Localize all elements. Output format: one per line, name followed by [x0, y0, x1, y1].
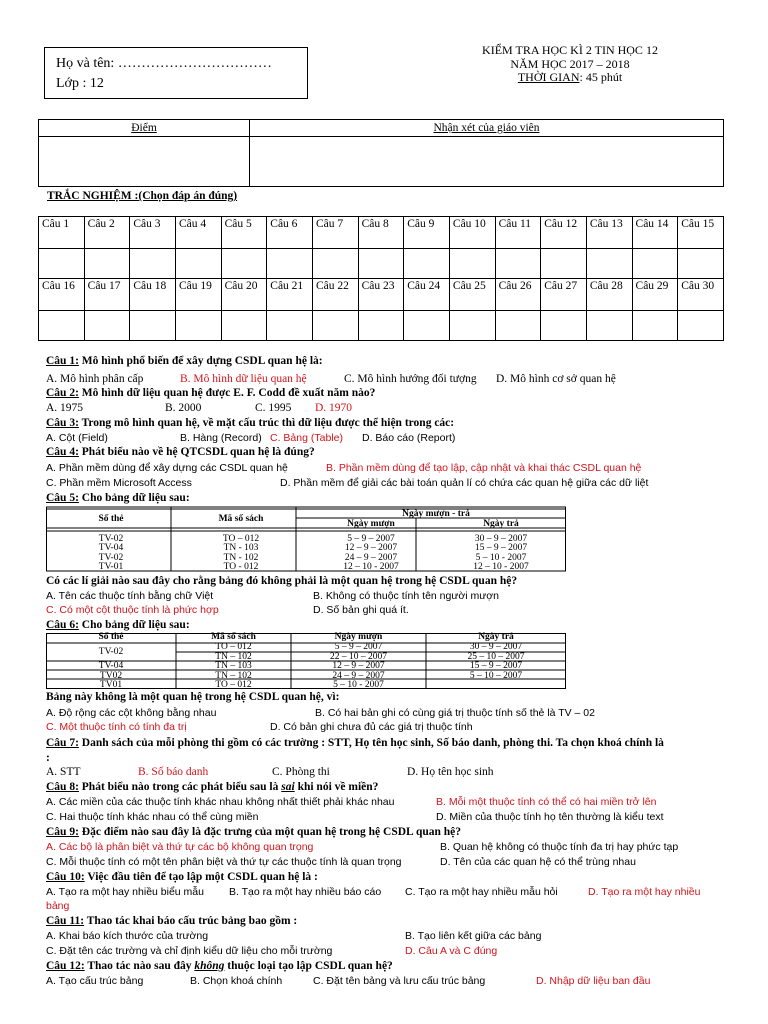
q10-option-b[interactable]: B. Tạo ra một hay nhiều báo cáo: [229, 886, 382, 898]
answer-cell[interactable]: [267, 249, 313, 279]
q10-option-c[interactable]: C. Tạo ra một hay nhiều mẫu hỏi: [405, 886, 558, 898]
question-8: Câu 8: Phát biểu nào trong các phát biểu sau là sai khi nói về miền?: [46, 781, 379, 793]
answer-input-row-2: [39, 311, 724, 341]
q5-option-c[interactable]: C. Có một cột thuộc tính là phức hợp: [46, 604, 219, 616]
question-12: Câu 12: Thao tác nào sau đây không thuộc loại tạo lập CSDL quan hệ?: [46, 960, 393, 972]
q4-option-a[interactable]: A. Phần mềm dùng để xây dựng các CSDL quan hệ: [46, 462, 288, 474]
q11-option-c[interactable]: C. Đặt tên các trường và chỉ định kiểu dữ liệu cho mỗi trường: [46, 945, 333, 957]
q9-option-a[interactable]: A. Các bộ là phân biệt và thứ tự các bộ không quan trọng: [46, 841, 314, 853]
q6-option-b[interactable]: B. Có hai bản ghi có cùng giá trị thuộc tính số thẻ là TV – 02: [315, 707, 595, 719]
answer-header-row-1: [39, 217, 724, 249]
q5-option-d[interactable]: D. Số bản ghi quá ít.: [313, 604, 409, 616]
q6-option-c[interactable]: C. Một thuộc tính có tính đa trị: [46, 721, 187, 733]
q2-option-a[interactable]: A. 1975: [46, 402, 84, 414]
table-row: TV-02 TN - 102 24 – 9 – 2007 5 – 10 - 2007: [98, 552, 527, 563]
answer-cell[interactable]: [312, 311, 358, 341]
q6-table: [46, 633, 566, 691]
q5-col-header: Ngày mượn: [347, 518, 395, 529]
answer-cell[interactable]: [221, 311, 267, 341]
q3-option-b[interactable]: B. Hàng (Record): [180, 432, 262, 444]
q2-option-b[interactable]: B. 2000: [165, 402, 202, 414]
answer-label: Câu 28: [586, 279, 632, 311]
q8-option-c[interactable]: C. Hai thuộc tính khác nhau có thể cùng miền: [46, 811, 259, 823]
question-6: Câu 6: Cho bảng dữ liệu sau:: [46, 619, 190, 631]
answer-label: Câu 15: [678, 217, 724, 249]
answer-label: Câu 26: [495, 279, 541, 311]
answer-cell[interactable]: [175, 249, 221, 279]
q5-col-header: Ngày mượn - trả: [402, 509, 470, 519]
answer-cell[interactable]: [586, 311, 632, 341]
answer-cell[interactable]: [39, 311, 85, 341]
q8-option-b[interactable]: B. Mỗi một thuộc tính có thể có hai miền trở lên: [436, 796, 657, 808]
table-row: TN – 102 22 – 10 – 2007 25 – 10 – 2007: [215, 651, 525, 662]
answer-label: Câu 2: [84, 217, 130, 249]
q3-option-c[interactable]: C. Bảng (Table): [270, 432, 343, 444]
answer-label: Câu 3: [130, 217, 176, 249]
q12-option-b[interactable]: B. Chọn khoá chính: [190, 975, 283, 987]
answer-label: Câu 13: [586, 217, 632, 249]
answer-label: Câu 25: [449, 279, 495, 311]
answer-cell[interactable]: [495, 311, 541, 341]
answer-label: Câu 20: [221, 279, 267, 311]
answer-label: Câu 1: [39, 217, 85, 249]
answer-cell[interactable]: [449, 311, 495, 341]
answer-cell[interactable]: [678, 311, 724, 341]
question-2: Câu 2: Mô hình dữ liệu quan hệ được E. F. Codd đề xuất năm nào?: [46, 387, 376, 399]
q10-option-a[interactable]: A. Tạo ra một hay nhiều biểu mẫu: [46, 886, 204, 898]
answer-cell[interactable]: [632, 249, 678, 279]
answer-cell[interactable]: [312, 249, 358, 279]
table-row: TV-04 TN - 103 12 – 9 – 2007 15 – 9 – 2007: [98, 543, 528, 553]
answer-label: Câu 18: [130, 279, 176, 311]
question-1: Câu 1: Mô hình phổ biến để xây dựng CSDL quan hệ là:: [46, 355, 323, 367]
q3-option-a[interactable]: A. Cột (Field): [46, 432, 108, 444]
answer-label: Câu 23: [358, 279, 404, 311]
answer-label: Câu 4: [175, 217, 221, 249]
student-info-box: [44, 47, 308, 99]
q5-col-header: Ngày trả: [483, 518, 519, 529]
exam-title: KIỂM TRA HỌC KÌ 2 TIN HỌC 12: [482, 43, 658, 57]
q1-option-d[interactable]: D. Mô hình cơ sở quan hệ: [496, 373, 616, 385]
q4-option-d[interactable]: D. Phần mềm để giải các bài toán quản lí có chứa các quan hệ giữa các dữ liệt: [280, 477, 649, 489]
q5-table: [46, 506, 566, 573]
question-10: Câu 10: Việc đầu tiên để tạo lập một CSDL quan hệ là :: [46, 871, 318, 883]
answer-cell[interactable]: [632, 311, 678, 341]
q7-colon: :: [46, 752, 50, 764]
answer-label: Câu 10: [449, 217, 495, 249]
q7-option-a[interactable]: A. STT: [46, 766, 81, 778]
score-cell[interactable]: [39, 137, 250, 187]
answer-cell[interactable]: [84, 249, 130, 279]
q5-option-a[interactable]: A. Tên các thuộc tính bằng chữ Việt: [46, 590, 214, 602]
table-row: TV-01 TO - 012 12 – 10 - 2007 12 – 10 - 2007: [98, 562, 529, 572]
q6-col-header: Mã số sách: [211, 632, 256, 643]
answer-cell[interactable]: [267, 311, 313, 341]
answer-cell[interactable]: [449, 249, 495, 279]
q1-option-c[interactable]: C. Mô hình hướng đối tượng: [344, 373, 477, 385]
answer-cell[interactable]: [586, 249, 632, 279]
answer-label: Câu 17: [84, 279, 130, 311]
table-row: TV-02 TO – 012 5 – 9 – 2007 30 – 9 – 2007: [98, 533, 528, 544]
answer-header-row-2: [39, 279, 724, 311]
table-row: TV02 TN – 102 24 – 9 – 2007 5 – 10 – 2007: [99, 670, 523, 681]
answer-cell[interactable]: [541, 249, 587, 279]
answer-label: Câu 14: [632, 217, 678, 249]
table-row: TV-02 TO – 012 5 – 9 – 2007 30 – 9 – 2007: [98, 642, 523, 657]
q5-col-header: Mã số sách: [218, 514, 264, 524]
exam-header: [420, 44, 720, 85]
q10-option-d[interactable]: D. Tạo ra một hay nhiều: [588, 886, 701, 898]
question-3: Câu 3: Trong mô hình quan hệ, về mặt cấu trúc thì dữ liệu được thể hiện trong các:: [46, 417, 455, 429]
q5-option-b[interactable]: B. Không có thuộc tính tên người mượn: [313, 590, 500, 602]
question-9: Câu 9: Đặc điểm nào sau đây là đặc trưng của một quan hệ trong hệ CSDL quan hệ?: [46, 826, 462, 838]
question-11: Câu 11: Thao tác khai báo cấu trúc bảng bao gồm :: [46, 915, 298, 927]
q4-option-c[interactable]: C. Phần mềm Microsoft Access: [46, 477, 192, 489]
q6-option-d[interactable]: D. Có bản ghi chưa đủ các giá trị thuộc tính: [270, 721, 473, 733]
question-5: Câu 5: Cho bảng dữ liệu sau:: [46, 492, 190, 504]
answer-label: Câu 8: [358, 217, 404, 249]
answer-cell[interactable]: [84, 311, 130, 341]
q7-option-b[interactable]: B. Số báo danh: [138, 766, 209, 778]
q11-option-d[interactable]: D. Câu A và C đúng: [405, 945, 498, 957]
time-label: THỜI GIAN: [517, 70, 580, 84]
q11-option-a[interactable]: A. Khai báo kích thước của trường: [46, 930, 209, 942]
q12-option-c[interactable]: C. Đặt tên bảng và lưu cấu trúc bảng: [313, 975, 486, 987]
q5-question: Có các lí giải nào sau đây cho rằng bảng đó không phải là một quan hệ trong hệ CSDL quan hệ?: [46, 575, 518, 587]
class-label: Lớp : 12: [56, 76, 104, 91]
q6-question: Bảng này không là một quan hệ trong hệ CSDL quan hệ, vì:: [46, 691, 340, 703]
q8-option-d[interactable]: D. Miền của thuộc tính họ tên thường là kiểu text: [436, 811, 664, 823]
answer-label: Câu 16: [39, 279, 85, 311]
q11-option-b[interactable]: B. Tạo liên kết giữa các bảng: [405, 930, 542, 942]
answer-cell[interactable]: [130, 311, 176, 341]
school-year: NĂM HỌC 2017 – 2018: [510, 56, 630, 71]
answer-cell[interactable]: [404, 311, 450, 341]
answer-label: Câu 7: [312, 217, 358, 249]
answer-grid: [38, 216, 724, 341]
q2-option-c[interactable]: C. 1995: [255, 402, 292, 414]
answer-label: Câu 19: [175, 279, 221, 311]
table-row: TV-04 TN – 103 12 – 9 – 2007 15 – 9 – 2007: [98, 661, 523, 671]
q6-col-header: Ngày mượn: [334, 632, 383, 643]
exam-time: [420, 71, 720, 85]
answer-cell[interactable]: [221, 249, 267, 279]
answer-cell[interactable]: [404, 249, 450, 279]
answer-label: Câu 30: [678, 279, 724, 311]
q6-col-header: Số thẻ: [98, 632, 124, 643]
answer-label: Câu 22: [312, 279, 358, 311]
answer-label: Câu 6: [267, 217, 313, 249]
comment-header: Nhận xét của giáo viên: [250, 120, 724, 137]
answer-label: Câu 24: [404, 279, 450, 311]
q1-option-a[interactable]: A. Mô hình phân cấp: [46, 373, 144, 385]
answer-label: Câu 27: [541, 279, 587, 311]
q7-option-d[interactable]: D. Họ tên học sinh: [407, 766, 494, 778]
answer-label: Câu 29: [632, 279, 678, 311]
question-7: Câu 7: Danh sách của mỗi phòng thi gồm có các trường : STT, Họ tên học sinh, Số báo danh, phòng thi. Ta chọn khoá chính là: [46, 737, 664, 749]
q4-option-b[interactable]: B. Phần mềm dùng để tạo lập, cập nhật và khai thác CSDL quan hệ: [326, 462, 642, 474]
answer-input-row-1: [39, 249, 724, 279]
q9-option-d[interactable]: D. Tên của các quan hệ có thể trùng nhau: [440, 856, 636, 868]
q5-col-header: Số thẻ: [98, 514, 124, 524]
q12-option-a[interactable]: A. Tạo cấu trúc bảng: [46, 975, 144, 987]
answer-cell[interactable]: [175, 311, 221, 341]
answer-cell[interactable]: [495, 249, 541, 279]
answer-cell[interactable]: [130, 249, 176, 279]
q9-option-c[interactable]: C. Mỗi thuộc tính có một tên phân biệt và thứ tự các thuộc tính là quan trọng: [46, 856, 402, 868]
answer-cell[interactable]: [39, 249, 85, 279]
time-value: : 45 phút: [579, 70, 623, 84]
answer-cell[interactable]: [678, 249, 724, 279]
answer-label: Câu 9: [404, 217, 450, 249]
q2-option-d[interactable]: D. 1970: [315, 402, 353, 414]
q8-option-a[interactable]: A. Các miền của các thuộc tính khác nhau không nhất thiết phải khác nhau: [46, 796, 395, 808]
q6-col-header: Ngày trả: [478, 632, 514, 643]
section-title: TRẮC NGHIỆM :(Chọn đáp án đúng): [47, 190, 238, 202]
q6-option-a[interactable]: A. Độ rộng các cột không bằng nhau: [46, 707, 217, 719]
answer-label: Câu 12: [541, 217, 587, 249]
comment-cell[interactable]: [250, 137, 724, 187]
name-label: Họ và tên: ……………………………: [56, 56, 272, 71]
table-row: TV01 TO – 012 5 – 10 - 2007: [99, 680, 384, 690]
q1-option-b[interactable]: B. Mô hình dữ liệu quan hệ: [180, 373, 307, 385]
answer-label: Câu 5: [221, 217, 267, 249]
answer-cell[interactable]: [358, 249, 404, 279]
q10-option-d-cont[interactable]: bảng: [46, 900, 70, 912]
q7-option-c[interactable]: C. Phòng thi: [272, 766, 330, 778]
q3-option-d[interactable]: D. Báo cáo (Report): [362, 432, 456, 444]
q9-option-b[interactable]: B. Quan hệ không có thuộc tính đa trị hay phức tạp: [440, 841, 679, 853]
answer-label: Câu 11: [495, 217, 541, 249]
q12-option-d[interactable]: D. Nhập dữ liệu ban đầu: [536, 975, 651, 987]
answer-cell[interactable]: [541, 311, 587, 341]
answer-cell[interactable]: [358, 311, 404, 341]
answer-label: Câu 21: [267, 279, 313, 311]
question-4: Câu 4: Phát biểu nào về hệ QTCSDL quan hệ là đúng?: [46, 446, 315, 458]
score-header: Điểm: [39, 120, 250, 137]
score-table: [38, 119, 724, 187]
